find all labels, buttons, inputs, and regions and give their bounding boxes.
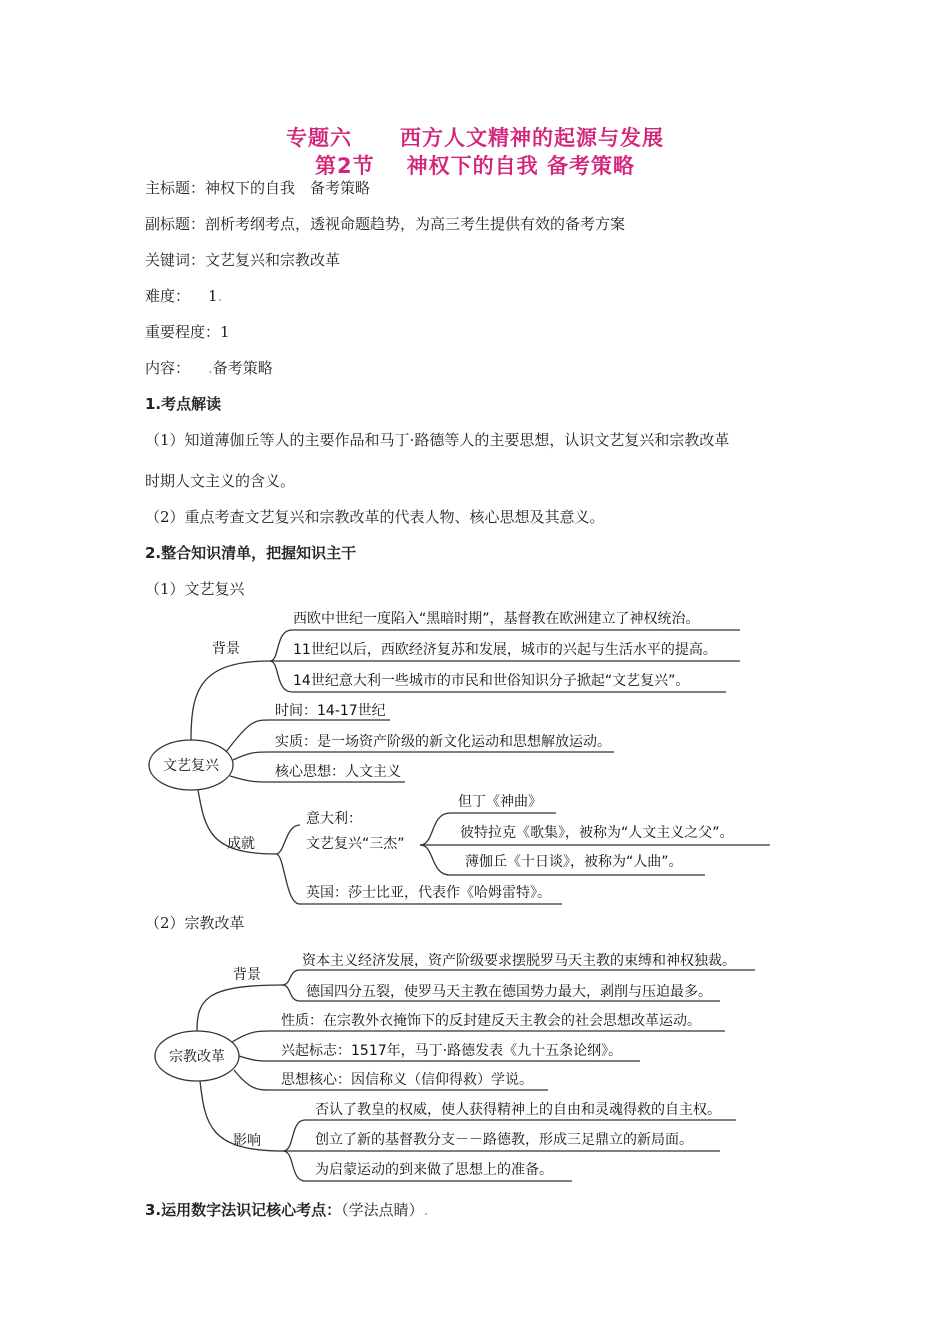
italy-item-petrarch: 彼特拉克《歌集》，被称为“人文主义之父”。 xyxy=(460,825,734,841)
reformation-impact-label: 影响 xyxy=(233,1133,261,1149)
reformation-bg-label: 背景 xyxy=(233,967,261,983)
section2-sub2: （2）宗教改革 xyxy=(145,914,245,932)
reformation-sign: 兴起标志：1517年，马丁·路德发表《九十五条论纲》。 xyxy=(281,1043,623,1059)
section3-heading: 3.运用数字法识记核心考点： xyxy=(145,1201,342,1219)
sub-title-line: 副标题：剖析考纲考点，透视命题趋势，为高三考生提供有效的备考方案 xyxy=(145,215,626,233)
reformation-core: 思想核心：因信称义（信仰得救）学说。 xyxy=(281,1072,533,1088)
ref-bg-branch xyxy=(197,985,282,1031)
difficulty-line: 难度： 1. xyxy=(145,287,223,305)
reformation-impact-2: 创立了新的基督教分支－－路德教，形成三足鼎立的新局面。 xyxy=(315,1132,693,1148)
title-part2: 西方人文精神的起源与发展 xyxy=(400,126,664,150)
ref-bg-line-1 xyxy=(282,970,755,985)
reformation-impact-1: 否认了教皇的权威，使人获得精神上的自由和灵魂得救的自主权。 xyxy=(315,1102,721,1118)
reformation-bg-item-1: 资本主义经济发展，资产阶级要求摆脱罗马天主教的束缚和神权独裁。 xyxy=(302,953,736,969)
renaissance-time: 时间：14-17世纪 xyxy=(275,703,386,719)
section2-sub1: （1）文艺复兴 xyxy=(145,580,245,598)
renaissance-essence: 实质：是一场资产阶级的新文化运动和思想解放运动。 xyxy=(275,734,611,750)
italy-label-1: 意大利： xyxy=(306,811,362,827)
importance-line: 重要程度：1 xyxy=(145,323,230,341)
section3-line xyxy=(145,1199,428,1220)
section1-para1b: 时期人文主义的含义。 xyxy=(145,472,296,490)
section3-end: . xyxy=(423,1201,429,1219)
italy-line xyxy=(276,825,300,854)
section2-heading: 2.整合知识清单，把握知识主干 xyxy=(145,544,357,562)
italy-item-dante: 但丁《神曲》 xyxy=(458,794,542,810)
section1-heading: 1.考点解读 xyxy=(145,395,222,413)
renaissance-bg-item-2: 11世纪以后，西欧经济复苏和发展，城市的兴起与生活水平的提高。 xyxy=(293,642,717,658)
bg-branch-line xyxy=(191,661,270,740)
reformation-nature: 性质：在宗教外衣掩饰下的反封建反天主教会的社会思想改革运动。 xyxy=(281,1013,701,1029)
renaissance-ach-label: 成就 xyxy=(227,836,255,852)
difficulty-label: 难度： xyxy=(145,287,191,305)
reformation-impact-3: 为启蒙运动的到来做了思想上的准备。 xyxy=(315,1162,553,1178)
reformation-center-label: 宗教改革 xyxy=(169,1049,225,1065)
content-label: 内容： xyxy=(145,359,191,377)
difficulty-value: 1 xyxy=(208,287,218,305)
document-title xyxy=(0,122,950,152)
renaissance-center-label: 文艺复兴 xyxy=(163,758,219,774)
renaissance-core: 核心思想：人文主义 xyxy=(275,764,401,780)
document-subtitle xyxy=(0,150,950,180)
subtitle-part1: 第2节 xyxy=(315,154,375,178)
nature-line xyxy=(232,1031,725,1042)
reformation-mindmap xyxy=(0,940,950,1185)
subtitle-part2: 神权下的自我 备考策略 xyxy=(406,154,635,178)
main-title-line: 主标题：神权下的自我 备考策略 xyxy=(145,179,371,197)
section3-note: （学法点睛） xyxy=(341,1201,424,1219)
italy-item-boccaccio: 薄伽丘《十日谈》，被称为“人曲”。 xyxy=(465,854,683,870)
section1-para1a: （1）知道薄伽丘等人的主要作品和马丁·路德等人的主要思想，认识文艺复兴和宗教改革 xyxy=(145,431,730,449)
renaissance-bg-item-3: 14世纪意大利一些城市的市民和世俗知识分子掀起“文艺复兴”。 xyxy=(293,673,690,689)
essence-line xyxy=(233,752,614,760)
keywords-line: 关键词：文艺复兴和宗教改革 xyxy=(145,251,341,269)
renaissance-bg-label: 背景 xyxy=(212,641,240,657)
content-line: 内容： .备考策略 xyxy=(145,359,273,377)
renaissance-bg-item-1: 西欧中世纪一度陷入“黑暗时期”，基督教在欧洲建立了神权统治。 xyxy=(293,611,700,627)
italy-label-2: 文艺复兴“三杰” xyxy=(306,836,405,852)
section1-para2: （2）重点考查文艺复兴和宗教改革的代表人物、核心思想及其意义。 xyxy=(145,508,605,526)
title-part1: 专题六 xyxy=(286,126,352,150)
england-item: 英国：莎士比亚，代表作《哈姆雷特》。 xyxy=(306,885,551,901)
renaissance-mindmap xyxy=(0,600,950,905)
reformation-bg-item-2: 德国四分五裂，使罗马天主教在德国势力最大，剥削与压迫最多。 xyxy=(306,984,712,1000)
content-value: 备考策略 xyxy=(212,359,273,377)
